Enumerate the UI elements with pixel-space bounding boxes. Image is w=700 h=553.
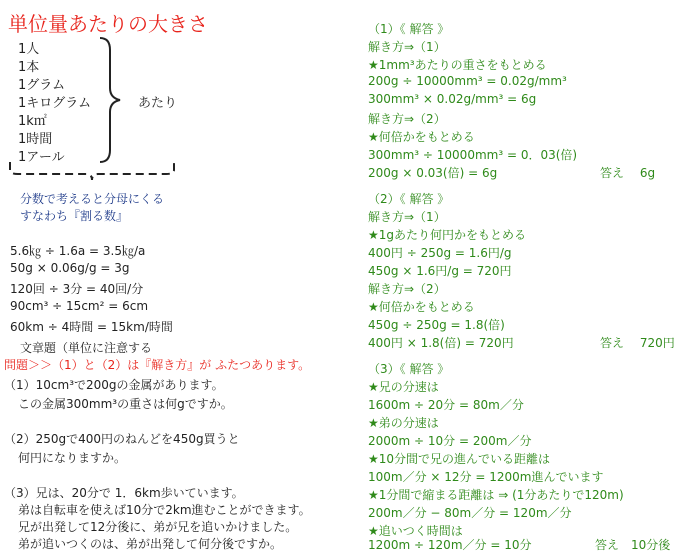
example-line: 5.6㎏ ÷ 1.6a = 3.5㎏/a <box>10 244 146 258</box>
problem-2-line: 何円になりますか。 <box>18 451 127 465</box>
problem-2-line: （2）250gで400円のねんどを450g買うと <box>4 432 240 446</box>
problem-1-line: この金属300mm³の重さは何gですか。 <box>18 397 233 411</box>
answer-2-line: ★1gあたり何円かをもとめる <box>368 228 527 242</box>
answer-1-line: 300mm³ × 0.02g/mm³ = 6g <box>368 92 537 106</box>
answer-1-line: ★何倍かをもとめる <box>368 130 475 144</box>
answer-3-line: 100m／分 × 12分 = 1200m進んでいます <box>368 470 604 484</box>
answer-3-line: ★追いつく時間は <box>368 524 463 538</box>
answer-3-line: ★弟の分速は <box>368 416 439 430</box>
answer-3-line: 2000m ÷ 10分 = 200m／分 <box>368 434 532 448</box>
answer-2-line: 450g ÷ 250g = 1.8(倍) <box>368 318 505 332</box>
unit-item: 1k㎡ <box>18 114 47 129</box>
problems-heading: 文章題（単位に注意する <box>20 341 153 355</box>
brace-icon <box>96 36 126 164</box>
answer-2-line: 450g × 1.6円/g = 720円 <box>368 264 512 278</box>
page-title: 単位量あたりの大きさ <box>8 12 208 36</box>
answer-2-line: （2）《 解答 》 <box>368 192 450 206</box>
problem-3-line: 弟が追いつくのは、弟が出発して何分後ですか。 <box>18 537 283 551</box>
answer-3-line: 1200m ÷ 120m／分 = 10分 <box>368 538 532 552</box>
unit-item: 1グラム <box>18 78 66 93</box>
answer-1-line: 300mm³ ÷ 10000mm³ = 0．03(倍) <box>368 148 578 162</box>
note-line: 分数で考えると分母にくる <box>20 192 165 206</box>
answer-2-line: 解き方⇒（1） <box>368 210 446 224</box>
problem-3-line: 兄が出発して12分後に、弟が兄を追いかけました。 <box>18 520 298 534</box>
answer-2-line: 400円 × 1.8(倍) = 720円 <box>368 336 514 350</box>
answer-2-final: 答え 720円 <box>600 336 675 350</box>
example-line: 60km ÷ 4時間 = 15km/時間 <box>10 320 173 334</box>
answer-3-line: ★1分間で縮まる距離は ⇒ (1分あたりで120m) <box>368 488 624 502</box>
unit-item: 1本 <box>18 60 40 75</box>
answer-3-line: 1600m ÷ 20分 = 80m／分 <box>368 398 524 412</box>
answer-1-line: （1）《 解答 》 <box>368 22 450 36</box>
answer-2-line: ★何倍かをもとめる <box>368 300 475 314</box>
problems-intro: 問題＞＞（1）と（2）は『解き方』が ふたつあります。 <box>4 358 311 372</box>
answer-3-line: 200m／分 − 80m／分 = 120m／分 <box>368 506 572 520</box>
answer-1-line: 解き方⇒（1） <box>368 40 446 54</box>
answer-3-line: （3）《 解答 》 <box>368 362 450 376</box>
problem-1-line: （1）10cm³で200gの金属があります。 <box>4 378 224 392</box>
brace-label: あたり <box>138 96 178 111</box>
answer-3-final: 答え 10分後 <box>595 538 671 552</box>
dashed-brace-icon <box>8 160 176 182</box>
answer-1-line: 解き方⇒（2） <box>368 112 446 126</box>
answer-1-final: 答え 6g <box>600 166 656 180</box>
unit-item: 1アール <box>18 150 65 165</box>
problem-3-line: （3）兄は、20分で 1．6km歩いています。 <box>4 486 244 500</box>
problem-3-line: 弟は自転車を使えば10分で2km進むことができます。 <box>18 503 311 517</box>
unit-item: 1時間 <box>18 132 53 147</box>
answer-3-line: ★兄の分速は <box>368 380 439 394</box>
note-line: すなわち『割る数』 <box>20 209 129 223</box>
answer-1-line: 200g ÷ 10000mm³ = 0.02g/mm³ <box>368 74 567 88</box>
example-line: 50g × 0.06g/g = 3g <box>10 261 130 275</box>
answer-1-line: ★1mm³あたりの重さをもとめる <box>368 58 547 72</box>
example-line: 90cm³ ÷ 15cm² = 6cm <box>10 299 149 313</box>
answer-1-line: 200g × 0.03(倍) = 6g <box>368 166 498 180</box>
unit-item: 1キログラム <box>18 96 92 111</box>
answer-2-line: 解き方⇒（2） <box>368 282 446 296</box>
answer-3-line: ★10分間で兄の進んでいる距離は <box>368 452 551 466</box>
example-line: 120回 ÷ 3分 = 40回/分 <box>10 282 144 296</box>
answer-2-line: 400円 ÷ 250g = 1.6円/g <box>368 246 512 260</box>
unit-item: 1人 <box>18 42 40 57</box>
